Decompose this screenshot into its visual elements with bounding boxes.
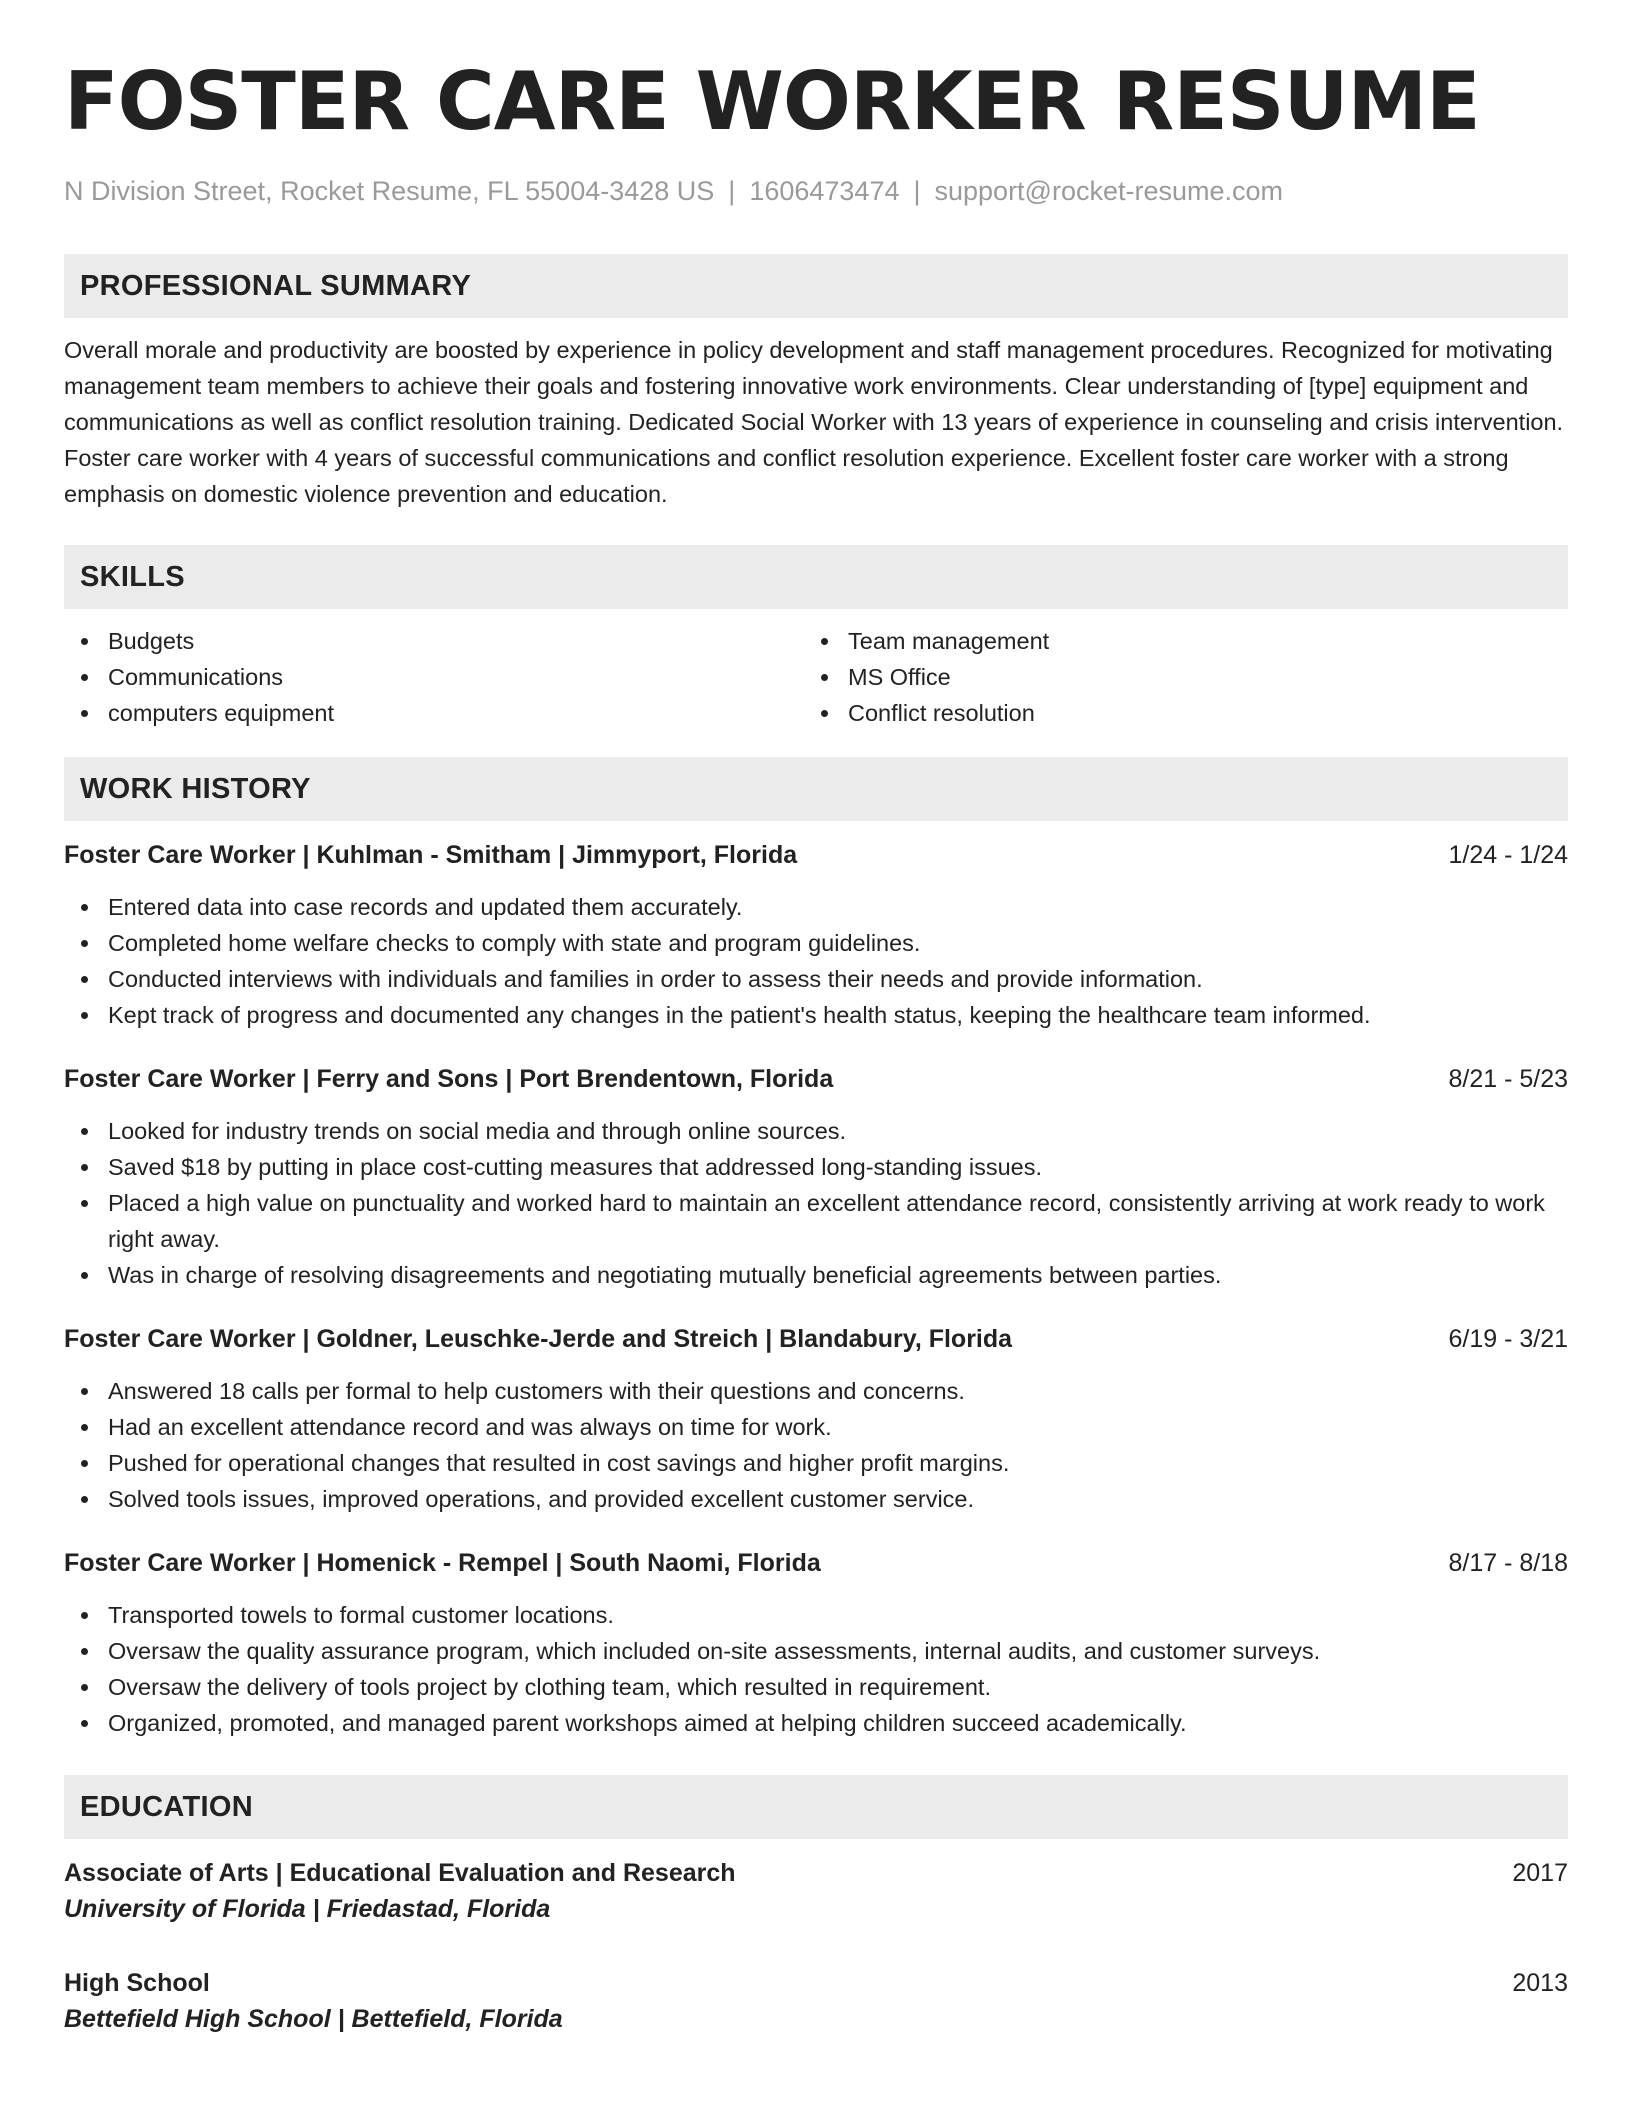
contact-separator: | [728,176,736,206]
work-history-heading: WORK HISTORY [64,757,1568,821]
job-header [64,1545,1568,1581]
skill-item: Conflict resolution [804,695,1544,731]
skill-item: Team management [804,623,1544,659]
resume-title: FOSTER CARE WORKER RESUME [64,55,1480,148]
job-dates: 8/21 - 5/23 [1448,1065,1568,1093]
job-bullet: Looked for industry trends on social media and through online sources. [64,1113,1568,1149]
job-bullet: Was in charge of resolving disagreements and negotiating mutually beneficial agreements between parties. [64,1257,1568,1293]
education-year: 2017 [1512,1859,1568,1887]
education-school: University of Florida | Friedastad, Florida [64,1895,551,1923]
contact-separator: | [913,176,921,206]
contact-address: N Division Street, Rocket Resume, FL 55004-3428 US [64,176,715,206]
job-bullet: Placed a high value on punctuality and worked hard to maintain an excellent attendance record, consistently arriving at work ready to work right away. [64,1185,1568,1257]
education-heading: EDUCATION [64,1775,1568,1839]
skill-item: Communications [64,659,804,695]
education-degree: Associate of Arts | Educational Evaluation and Research [64,1859,736,1887]
contact-phone: 1606473474 [749,176,900,206]
education-header [64,1965,1568,2001]
job-entry [64,1321,1568,1517]
education-entry [64,1855,1568,1927]
job-entry [64,837,1568,1033]
job-title: Foster Care Worker | Ferry and Sons | Port Brendentown, Florida [64,1065,834,1093]
skills-heading: SKILLS [64,545,1568,609]
contact-email: support@rocket-resume.com [934,176,1284,206]
job-bullet: Pushed for operational changes that resulted in cost savings and higher profit margins. [64,1445,1568,1481]
education-year: 2013 [1512,1969,1568,1997]
job-header [64,1321,1568,1357]
job-bullet: Conducted interviews with individuals and families in order to assess their needs and provide information. [64,961,1568,997]
job-bullet: Saved $18 by putting in place cost-cutting measures that addressed long-standing issues. [64,1149,1568,1185]
skills-column-left [64,623,804,731]
summary-heading: PROFESSIONAL SUMMARY [64,254,1568,318]
job-title: Foster Care Worker | Kuhlman - Smitham | Jimmyport, Florida [64,841,798,869]
job-title: Foster Care Worker | Goldner, Leuschke-Jerde and Streich | Blandabury, Florida [64,1325,1013,1353]
job-bullets [64,1597,1568,1741]
job-entry [64,1545,1568,1741]
summary-text: Overall morale and productivity are boosted by experience in policy development and staff management procedures. Recognized for motivating management team members to achieve their goals and fostering innovative work environments. Clear understanding of [type] equipment and communications as well as conflict resolution training. Dedicated Social Worker with 13 years of experience in counseling and crisis intervention. Foster care worker with 4 years of successful communications and conflict resolution experience. Excellent foster care worker with a strong emphasis on domestic violence prevention and education. [64,337,1564,507]
skill-item: computers equipment [64,695,804,731]
job-header [64,1061,1568,1097]
job-bullet: Oversaw the delivery of tools project by clothing team, which resulted in requirement. [64,1669,1568,1705]
job-bullet: Transported towels to formal customer locations. [64,1597,1568,1633]
job-bullets [64,1373,1568,1517]
contact-line [64,176,1568,207]
skills-grid [64,623,1568,731]
job-dates: 8/17 - 8/18 [1448,1549,1568,1577]
job-bullet: Answered 18 calls per formal to help customers with their questions and concerns. [64,1373,1568,1409]
job-bullet: Kept track of progress and documented any changes in the patient's health status, keeping the healthcare team informed. [64,997,1568,1033]
job-bullet: Entered data into case records and updated them accurately. [64,889,1568,925]
job-bullets [64,889,1568,1033]
education-header [64,1855,1568,1891]
skills-column-right [804,623,1544,731]
job-bullet: Oversaw the quality assurance program, which included on-site assessments, internal audits, and customer surveys. [64,1633,1568,1669]
job-title: Foster Care Worker | Homenick - Rempel | South Naomi, Florida [64,1549,821,1577]
job-bullets [64,1113,1568,1293]
education-school: Bettefield High School | Bettefield, Florida [64,2005,563,2033]
education-entry [64,1965,1568,2037]
job-bullet: Completed home welfare checks to comply with state and program guidelines. [64,925,1568,961]
job-bullet: Organized, promoted, and managed parent workshops aimed at helping children succeed academically. [64,1705,1568,1741]
job-dates: 1/24 - 1/24 [1448,841,1568,869]
job-dates: 6/19 - 3/21 [1448,1325,1568,1353]
education-degree: High School [64,1969,210,1997]
job-bullet: Had an excellent attendance record and was always on time for work. [64,1409,1568,1445]
skill-item: Budgets [64,623,804,659]
job-entry [64,1061,1568,1293]
job-bullet: Solved tools issues, improved operations, and provided excellent customer service. [64,1481,1568,1517]
skill-item: MS Office [804,659,1544,695]
job-header [64,837,1568,873]
